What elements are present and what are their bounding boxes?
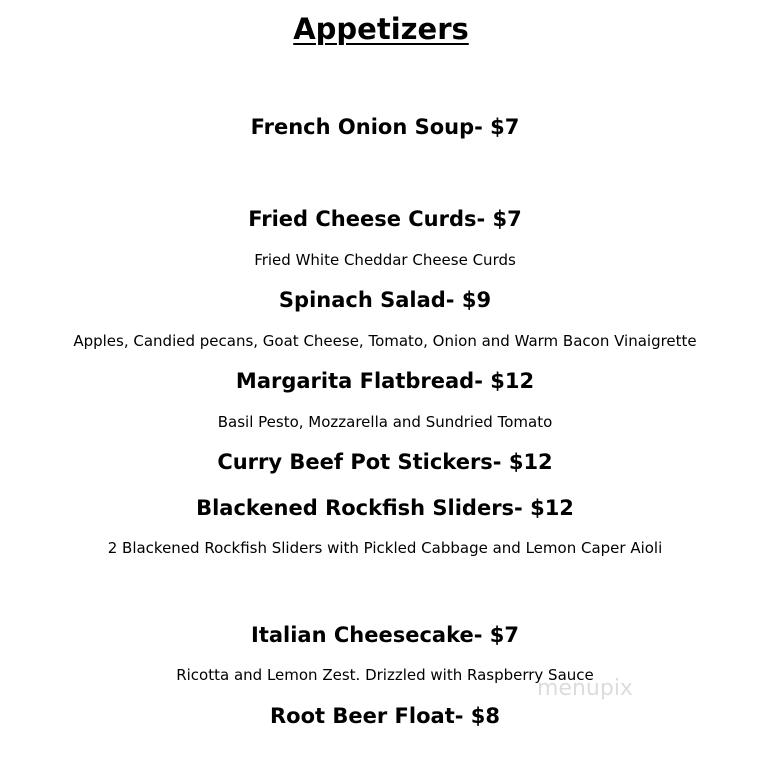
menu-item-description: Apples, Candied pecans, Goat Cheese, Tomato, Onion and Warm Bacon Vinaigrette — [73, 332, 697, 350]
menu-item-spinach-salad: Spinach Salad- $9 — [278, 288, 492, 312]
menu-item-description: 2 Blackened Rockfish Sliders with Pickled Cabbage and Lemon Caper Aioli — [107, 539, 663, 557]
menu-item-margarita-flatbread: Margarita Flatbread- $12 — [235, 369, 535, 393]
menu-item-curry-beef-pot-stickers: Curry Beef Pot Stickers- $12 — [217, 450, 553, 474]
menu-title: Appetizers — [293, 12, 469, 46]
menu-item-italian-cheesecake: Italian Cheesecake- $7 — [251, 623, 519, 647]
menu-item-description: Basil Pesto, Mozzarella and Sundried Tomato — [217, 413, 553, 431]
menu-item-fried-cheese-curds: Fried Cheese Curds- $7 — [248, 207, 522, 231]
menu-item-french-onion-soup: French Onion Soup- $7 — [250, 115, 520, 139]
watermark-logo: menupix — [537, 676, 633, 701]
menu-item-blackened-rockfish-sliders: Blackened Rockfish Sliders- $12 — [196, 496, 574, 520]
menu-item-description: Fried White Cheddar Cheese Curds — [254, 251, 516, 269]
menu-item-description: Ricotta and Lemon Zest. Drizzled with Raspberry Sauce — [176, 666, 594, 684]
menu-item-root-beer-float: Root Beer Float- $8 — [270, 704, 500, 728]
